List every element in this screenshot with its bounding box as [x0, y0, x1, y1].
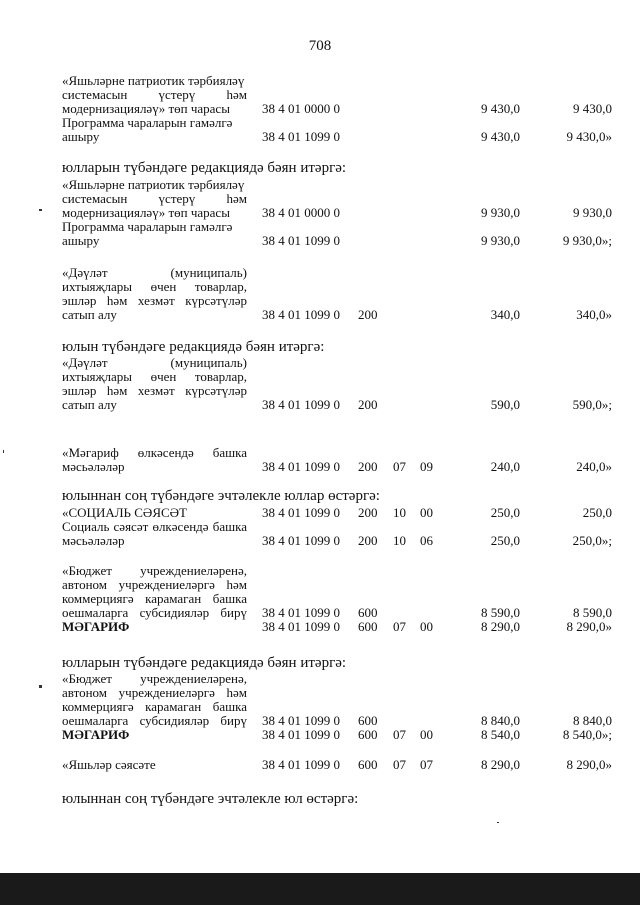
cell-code: 38 4 01 1099 0	[262, 129, 340, 144]
cell-v1: 9 430,0	[481, 101, 520, 116]
cell-pr: 09	[420, 459, 433, 474]
cell-pr: 06	[420, 533, 433, 548]
cell-vr: 200	[358, 459, 378, 474]
row-description: оешмаларга субсидияләр бирү	[62, 605, 247, 620]
cell-code: 38 4 01 1099 0	[262, 397, 340, 412]
page-number: 708	[308, 38, 332, 54]
cell-v1: 8 840,0	[481, 713, 520, 728]
row-description: сатып алу	[62, 397, 117, 412]
cell-rz: 10	[393, 505, 406, 520]
row-description: МӘГАРИФ	[62, 619, 130, 634]
cell-code: 38 4 01 0000 0	[262, 205, 340, 220]
cell-pr: 00	[420, 505, 433, 520]
cell-code: 38 4 01 1099 0	[262, 727, 340, 742]
cell-v2: 8 290,0»	[566, 619, 612, 634]
cell-code: 38 4 01 1099 0	[262, 307, 340, 322]
cell-v1: 8 290,0	[481, 757, 520, 772]
cell-v1: 250,0	[490, 505, 520, 520]
cell-v2: 240,0»	[576, 459, 612, 474]
cell-rz: 07	[393, 757, 406, 772]
cell-v1: 8 540,0	[481, 727, 520, 742]
scan-mark	[497, 822, 499, 823]
cell-rz: 07	[393, 727, 406, 742]
row-description: системасын үстерү һәм	[62, 191, 247, 206]
row-description: Социаль сәясәт өлкәсендә башка	[62, 519, 247, 534]
cell-v2: 9 930,0	[573, 205, 612, 220]
cell-code: 38 4 01 1099 0	[262, 505, 340, 520]
row-description: мәсьәләләр	[62, 533, 125, 548]
row-description: коммерциягә карамаган башка	[62, 699, 247, 714]
cell-code: 38 4 01 1099 0	[262, 757, 340, 772]
cell-rz: 07	[393, 619, 406, 634]
cell-vr: 200	[358, 533, 378, 548]
scan-mark	[3, 450, 4, 453]
scan-bottom-edge	[0, 873, 640, 905]
cell-rz: 10	[393, 533, 406, 548]
row-description: эшләр һәм хезмәт күрсәтүләр	[62, 293, 247, 308]
row-description: оешмаларга субсидияләр бирү	[62, 713, 247, 728]
cell-code: 38 4 01 1099 0	[262, 619, 340, 634]
cell-vr: 600	[358, 727, 378, 742]
row-description: «Яшьләрне патриотик тәрбияләү	[62, 73, 245, 88]
row-description: ашыру	[62, 129, 100, 144]
cell-code: 38 4 01 1099 0	[262, 713, 340, 728]
cell-vr: 200	[358, 505, 378, 520]
cell-v2: 8 840,0	[573, 713, 612, 728]
cell-v2: 250,0»;	[572, 533, 612, 548]
cell-vr: 200	[358, 307, 378, 322]
cell-pr: 00	[420, 619, 433, 634]
cell-v1: 8 590,0	[481, 605, 520, 620]
row-description: эшләр һәм хезмәт күрсәтүләр	[62, 383, 247, 398]
row-description: сатып алу	[62, 307, 117, 322]
cell-v2: 8 590,0	[573, 605, 612, 620]
cell-code: 38 4 01 1099 0	[262, 459, 340, 474]
instruction-heading: юлыннан соң түбәндәге эчтәлекле юл өстәргә:	[62, 791, 359, 807]
row-description: «СОЦИАЛЬ СӘЯСӘТ	[62, 505, 187, 520]
row-description: Программа чараларын гамәлгә	[62, 115, 233, 130]
cell-v2: 340,0»	[576, 307, 612, 322]
row-description: ашыру	[62, 233, 100, 248]
cell-code: 38 4 01 1099 0	[262, 533, 340, 548]
cell-v2: 9 430,0	[573, 101, 612, 116]
cell-vr: 600	[358, 619, 378, 634]
cell-v1: 9 930,0	[481, 205, 520, 220]
row-description: модернизацияләү» төп чарасы	[62, 101, 230, 116]
cell-v1: 8 290,0	[481, 619, 520, 634]
cell-v2: 9 430,0»	[566, 129, 612, 144]
row-description: модернизацияләү» төп чарасы	[62, 205, 230, 220]
cell-code: 38 4 01 1099 0	[262, 233, 340, 248]
row-description: «Дәүләт (муниципаль)	[62, 265, 247, 280]
cell-v1: 250,0	[490, 533, 520, 548]
row-description: «Бюджет учреждениеләренә,	[62, 563, 247, 578]
instruction-heading: юлыннан соң түбәндәге эчтәлекле юллар өстәргә:	[62, 488, 380, 504]
row-description: «Дәүләт (муниципаль)	[62, 355, 247, 370]
scan-mark	[39, 685, 42, 688]
row-description: автоном учреждениеләргә һәм	[62, 685, 247, 700]
cell-v1: 340,0	[490, 307, 520, 322]
cell-v1: 9 930,0	[481, 233, 520, 248]
row-description: «Яшьләр сәясәте	[62, 757, 156, 772]
cell-rz: 07	[393, 459, 406, 474]
cell-v1: 590,0	[490, 397, 520, 412]
cell-v1: 240,0	[490, 459, 520, 474]
scan-mark	[39, 209, 42, 211]
instruction-heading: юлларын түбәндәге редакциядә бәян итәргә:	[62, 160, 347, 176]
instruction-heading: юлларын түбәндәге редакциядә бәян итәргә:	[62, 655, 347, 671]
row-description: «Бюджет учреждениеләренә,	[62, 671, 247, 686]
cell-code: 38 4 01 1099 0	[262, 605, 340, 620]
instruction-heading: юлын түбәндәге редакциядә бәян итәргә:	[62, 339, 325, 355]
row-description: МӘГАРИФ	[62, 727, 130, 742]
row-description: ихтыяҗлары өчен товарлар,	[62, 279, 247, 294]
cell-v2: 8 290,0»	[566, 757, 612, 772]
cell-vr: 600	[358, 757, 378, 772]
cell-v2: 8 540,0»;	[562, 727, 612, 742]
cell-code: 38 4 01 0000 0	[262, 101, 340, 116]
row-description: «Яшьләрне патриотик тәрбияләү	[62, 177, 245, 192]
row-description: мәсьәләләр	[62, 459, 125, 474]
row-description: Программа чараларын гамәлгә	[62, 219, 233, 234]
cell-v2: 9 930,0»;	[562, 233, 612, 248]
cell-pr: 07	[420, 757, 433, 772]
cell-v1: 9 430,0	[481, 129, 520, 144]
row-description: системасын үстерү һәм	[62, 87, 247, 102]
cell-vr: 200	[358, 397, 378, 412]
cell-pr: 00	[420, 727, 433, 742]
row-description: коммерциягә карамаган башка	[62, 591, 247, 606]
row-description: автоном учреждениеләргә һәм	[62, 577, 247, 592]
cell-vr: 600	[358, 713, 378, 728]
row-description: «Мәгариф өлкәсендә башка	[62, 445, 247, 460]
cell-vr: 600	[358, 605, 378, 620]
row-description: ихтыяҗлары өчен товарлар,	[62, 369, 247, 384]
cell-v2: 250,0	[582, 505, 612, 520]
cell-v2: 590,0»;	[572, 397, 612, 412]
